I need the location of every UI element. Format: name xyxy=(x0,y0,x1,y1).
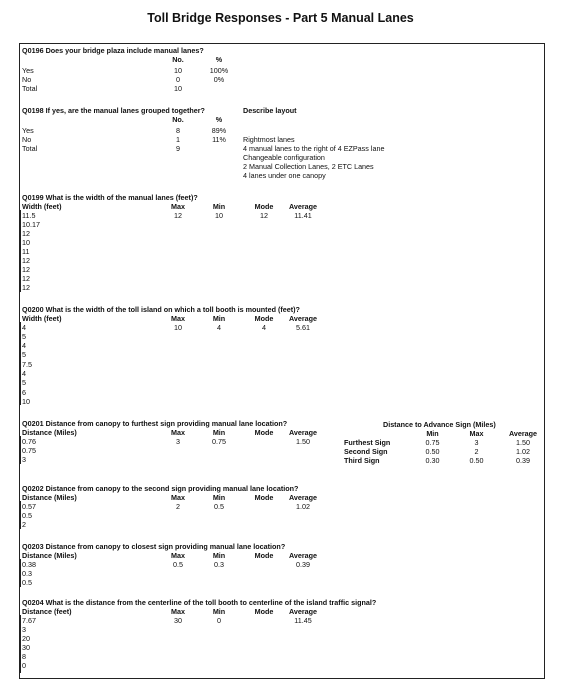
q0199-value: 12 xyxy=(22,274,30,283)
q0203-question: Q0203 Distance from canopy to closest sign providing manual lane location? xyxy=(22,542,286,551)
q0204-value: 8 xyxy=(22,652,26,661)
q0199-min-label: Min xyxy=(212,202,226,211)
q0198-row-pct: 89% xyxy=(211,126,227,135)
advance-sign-row-min: 0.75 xyxy=(425,438,440,447)
q0200-average-value: 5.61 xyxy=(296,323,310,332)
q0201-col-label: Distance (Miles) xyxy=(22,428,77,437)
q0199-value: 11.5 xyxy=(22,211,36,220)
q0201-value-column-rule xyxy=(20,436,21,464)
advance-sign-max-header: Max xyxy=(469,429,484,438)
q0199-value: 12 xyxy=(22,283,30,292)
q0201-max-label: Max xyxy=(171,428,185,437)
q0203-max-label: Max xyxy=(171,551,185,560)
q0202-min-value: 0.5 xyxy=(214,502,224,511)
q0196-row-no: 0 xyxy=(176,75,180,84)
q0202-max-label: Max xyxy=(171,493,185,502)
q0202-value-column-rule xyxy=(20,501,21,529)
q0200-mode-label: Mode xyxy=(254,314,274,323)
q0200-question: Q0200 What is the width of the toll island on which a toll booth is mounted (feet)? xyxy=(22,305,300,314)
q0201-average-label: Average xyxy=(288,428,318,437)
q0202-average-value: 1.02 xyxy=(296,502,310,511)
q0199-max-value: 12 xyxy=(174,211,182,220)
q0200-max-label: Max xyxy=(171,314,185,323)
q0199-question: Q0199 What is the width of the manual lanes (feet)? xyxy=(22,193,198,202)
q0198-layout-item: 2 Manual Collection Lanes, 2 ETC Lanes xyxy=(243,162,374,171)
q0201-max-value: 3 xyxy=(176,437,180,446)
advance-sign-row-max: 2 xyxy=(474,447,479,456)
q0199-value: 11 xyxy=(22,247,30,256)
q0199-average-value: 11.41 xyxy=(294,211,312,220)
q0200-value: 4 xyxy=(22,341,26,350)
q0196-row-pct: 0% xyxy=(213,75,225,84)
q0202-min-label: Min xyxy=(212,493,226,502)
advance-sign-row-max: 3 xyxy=(474,438,479,447)
q0199-value: 10.17 xyxy=(22,220,40,229)
q0202-average-label: Average xyxy=(288,493,318,502)
q0198-col-pct: % xyxy=(215,115,223,124)
q0202-max-value: 2 xyxy=(176,502,180,511)
q0203-min-label: Min xyxy=(212,551,226,560)
advance-sign-row-average: 1.02 xyxy=(516,447,530,456)
q0198-describe-label: Describe layout xyxy=(243,106,297,115)
q0204-mode-label: Mode xyxy=(254,607,274,616)
advance-sign-row-label: Furthest Sign xyxy=(344,438,391,447)
q0198-row-label: Yes xyxy=(22,126,34,135)
advance-sign-title: Distance to Advance Sign (Miles) xyxy=(383,420,496,429)
q0204-value: 20 xyxy=(22,634,30,643)
q0203-mode-label: Mode xyxy=(254,551,274,560)
q0201-average-value: 1.50 xyxy=(296,437,310,446)
q0204-min-value: 0 xyxy=(217,616,221,625)
q0200-value: 7.5 xyxy=(22,360,32,369)
q0199-value: 10 xyxy=(22,238,30,247)
q0198-row-no: 1 xyxy=(176,135,180,144)
q0200-value-column-rule xyxy=(20,322,21,405)
q0202-value: 0.57 xyxy=(22,502,36,511)
q0202-question: Q0202 Distance from canopy to the second sign providing manual lane location? xyxy=(22,484,299,493)
q0196-col-pct: % xyxy=(215,55,223,64)
q0199-value-column-rule xyxy=(20,210,21,292)
advance-sign-min-header: Min xyxy=(426,429,439,438)
q0200-value: 4 xyxy=(22,323,26,332)
q0201-min-value: 0.75 xyxy=(212,437,226,446)
q0201-value: 0.75 xyxy=(22,446,36,455)
q0200-max-value: 10 xyxy=(174,323,182,332)
q0202-mode-label: Mode xyxy=(254,493,274,502)
q0198-row-no: 8 xyxy=(176,126,180,135)
q0200-value: 6 xyxy=(22,388,26,397)
page-title: Toll Bridge Responses - Part 5 Manual Lanes xyxy=(147,11,414,25)
q0203-min-value: 0.3 xyxy=(214,560,224,569)
q0200-value: 5 xyxy=(22,378,26,387)
q0203-col-label: Distance (Miles) xyxy=(22,551,77,560)
q0199-min-value: 10 xyxy=(215,211,223,220)
q0203-average-label: Average xyxy=(288,551,318,560)
q0198-layout-item: Rightmost lanes xyxy=(243,135,295,144)
q0203-value: 0.5 xyxy=(22,578,32,587)
q0200-value: 10 xyxy=(22,397,30,406)
q0202-value: 0.5 xyxy=(22,511,32,520)
advance-sign-average-header: Average xyxy=(508,429,538,438)
q0196-row-no: 10 xyxy=(174,66,182,75)
q0200-mode-value: 4 xyxy=(262,323,266,332)
q0201-question: Q0201 Distance from canopy to furthest sign providing manual lane location? xyxy=(22,419,288,428)
q0204-max-label: Max xyxy=(171,607,185,616)
q0196-row-pct: 100% xyxy=(209,66,229,75)
q0200-min-value: 4 xyxy=(217,323,221,332)
advance-sign-row-label: Third Sign xyxy=(344,456,380,465)
q0198-row-label: No xyxy=(22,135,32,144)
q0203-value: 0.3 xyxy=(22,569,32,578)
q0203-max-value: 0.5 xyxy=(173,560,183,569)
advance-sign-row-min: 0.30 xyxy=(425,456,440,465)
q0203-value: 0.38 xyxy=(22,560,36,569)
q0201-value: 3 xyxy=(22,455,26,464)
q0204-average-label: Average xyxy=(288,607,318,616)
q0204-question: Q0204 What is the distance from the centerline of the toll booth to centerline of the island traffic signal? xyxy=(22,598,377,607)
q0196-question: Q0196 Does your bridge plaza include manual lanes? xyxy=(22,46,204,55)
q0199-value: 12 xyxy=(22,229,30,238)
q0199-value: 12 xyxy=(22,256,30,265)
q0200-value: 4 xyxy=(22,369,26,378)
q0204-col-label: Distance (feet) xyxy=(22,607,72,616)
q0198-row-no: 9 xyxy=(176,144,180,153)
q0204-value-column-rule xyxy=(20,615,21,673)
q0198-question: Q0198 If yes, are the manual lanes grouped together? xyxy=(22,106,205,115)
q0199-average-label: Average xyxy=(288,202,318,211)
q0200-average-label: Average xyxy=(288,314,318,323)
q0201-mode-label: Mode xyxy=(254,428,274,437)
q0200-col-label: Width (feet) xyxy=(22,314,62,323)
q0196-row-label: Total xyxy=(22,84,38,93)
q0199-mode-value: 12 xyxy=(260,211,268,220)
q0201-min-label: Min xyxy=(212,428,226,437)
q0200-value: 5 xyxy=(22,332,26,341)
q0203-average-value: 0.39 xyxy=(296,560,310,569)
q0204-value: 3 xyxy=(22,625,26,634)
q0203-value-column-rule xyxy=(20,559,21,587)
q0204-min-label: Min xyxy=(212,607,226,616)
advance-sign-row-average: 1.50 xyxy=(516,438,530,447)
q0198-col-no: No. xyxy=(172,115,184,124)
q0199-col-label: Width (feet) xyxy=(22,202,62,211)
q0199-max-label: Max xyxy=(171,202,185,211)
q0201-value: 0.76 xyxy=(22,437,36,446)
q0204-max-value: 30 xyxy=(174,616,182,625)
advance-sign-row-average: 0.39 xyxy=(516,456,530,465)
q0196-col-no: No. xyxy=(172,55,184,64)
q0198-layout-item: Changeable configuration xyxy=(243,153,325,162)
q0204-value: 30 xyxy=(22,643,30,652)
advance-sign-row-label: Second Sign xyxy=(344,447,388,456)
advance-sign-row-max: 0.50 xyxy=(469,456,484,465)
q0198-layout-item: 4 lanes under one canopy xyxy=(243,171,326,180)
q0196-row-no: 10 xyxy=(174,84,182,93)
q0198-row-label: Total xyxy=(22,144,38,153)
q0199-value: 12 xyxy=(22,265,30,274)
q0196-row-label: Yes xyxy=(22,66,34,75)
q0198-layout-item: 4 manual lanes to the right of 4 EZPass lane xyxy=(243,144,385,153)
q0202-col-label: Distance (Miles) xyxy=(22,493,77,502)
q0199-mode-label: Mode xyxy=(254,202,274,211)
q0204-value: 7.67 xyxy=(22,616,36,625)
q0204-average-value: 11.45 xyxy=(294,616,312,625)
q0198-row-pct: 11% xyxy=(212,135,226,144)
q0204-value: 0 xyxy=(22,661,26,670)
q0202-value: 2 xyxy=(22,520,26,529)
advance-sign-row-min: 0.50 xyxy=(425,447,440,456)
q0200-value: 5 xyxy=(22,350,26,359)
q0200-min-label: Min xyxy=(212,314,226,323)
q0196-row-label: No xyxy=(22,75,32,84)
